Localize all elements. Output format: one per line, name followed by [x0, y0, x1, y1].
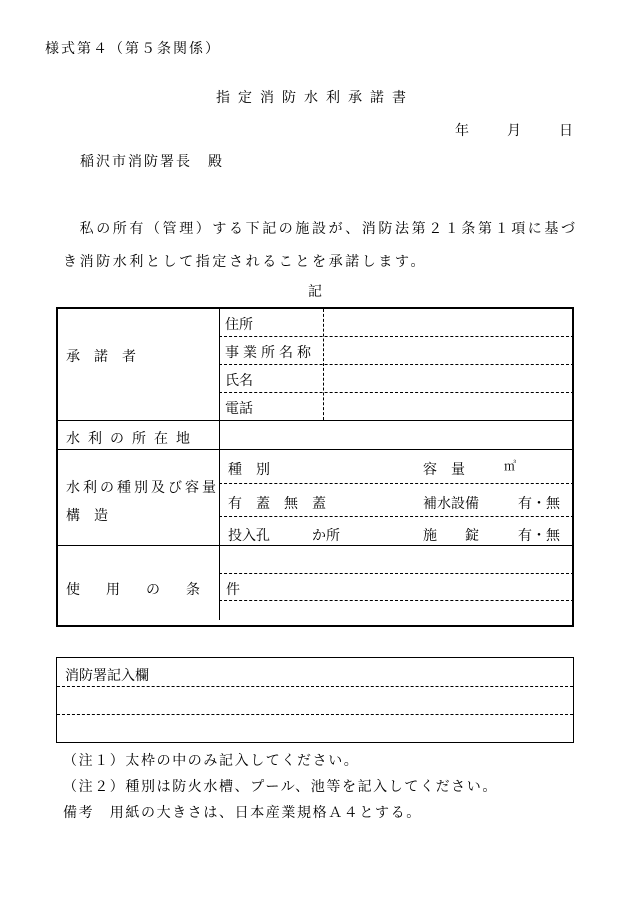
- conditions-label: 使 用 の 条 件: [66, 582, 246, 598]
- form-number: 様式第４（第５条関係）: [45, 41, 221, 57]
- location-input[interactable]: [220, 421, 574, 449]
- date-line: [455, 120, 573, 140]
- document-title: 指定消防水利承諾書: [216, 90, 414, 106]
- type-label: 種 別: [228, 462, 270, 478]
- refill-yes-no[interactable]: 有・無: [518, 496, 560, 512]
- capacity-label: 容 量: [423, 462, 465, 478]
- fire-dept-label: 消防署記入欄: [65, 668, 149, 684]
- structure-label: 構 造: [66, 508, 108, 524]
- field-name-label: 氏名: [225, 373, 253, 389]
- phone-input[interactable]: [324, 393, 574, 420]
- note-1: （注１）太枠の中のみ記入してください。: [63, 753, 360, 769]
- ki-heading: 記: [308, 284, 322, 300]
- fire-dept-input-2[interactable]: [57, 715, 573, 742]
- date-year-label: 年: [455, 123, 469, 139]
- location-label: 水利の所在地: [66, 431, 198, 447]
- refill-label: 補水設備: [423, 496, 479, 512]
- cubic-meter-unit: ㎥: [504, 459, 517, 473]
- date-month-label: 月: [507, 123, 521, 139]
- field-company-label: 事業所名称: [225, 345, 315, 361]
- notes: [63, 748, 498, 826]
- fire-dept-input-1[interactable]: [57, 687, 573, 714]
- inlet-label: 投入孔: [228, 528, 270, 544]
- note-2: （注２）種別は防火水槽、プール、池等を記入してください。: [63, 779, 498, 795]
- field-phone-label: 電話: [225, 401, 253, 417]
- inlet-count-label: か所: [312, 528, 340, 544]
- conditions-input-2[interactable]: [220, 574, 574, 600]
- conditions-input-3[interactable]: [220, 601, 574, 625]
- consent-paragraph: 私の所有（管理）する下記の施設が、消防法第２１条第１項に基づき消防水利として指定されることを承諾します。: [63, 221, 578, 270]
- field-address-label: 住所: [225, 317, 253, 333]
- lid-option[interactable]: 有 蓋 無 蓋: [228, 496, 326, 512]
- name-input[interactable]: [324, 365, 574, 392]
- consenter-label: 承 諾 者: [66, 349, 136, 365]
- remark: 備考 用紙の大きさは、日本産業規格Ａ４とする。: [63, 805, 422, 821]
- lock-yes-no[interactable]: 有・無: [518, 528, 560, 544]
- date-day-label: 日: [559, 123, 573, 139]
- main-form-table: [56, 307, 574, 627]
- type-capacity-label: 水利の種別及び容量: [66, 480, 219, 496]
- lock-label: 施 錠: [423, 528, 479, 544]
- address-input[interactable]: [324, 309, 574, 336]
- addressee: 稲沢市消防署長 殿: [80, 154, 224, 170]
- fire-dept-box: [56, 657, 574, 743]
- conditions-input-1[interactable]: [220, 546, 574, 573]
- company-name-input[interactable]: [324, 337, 574, 364]
